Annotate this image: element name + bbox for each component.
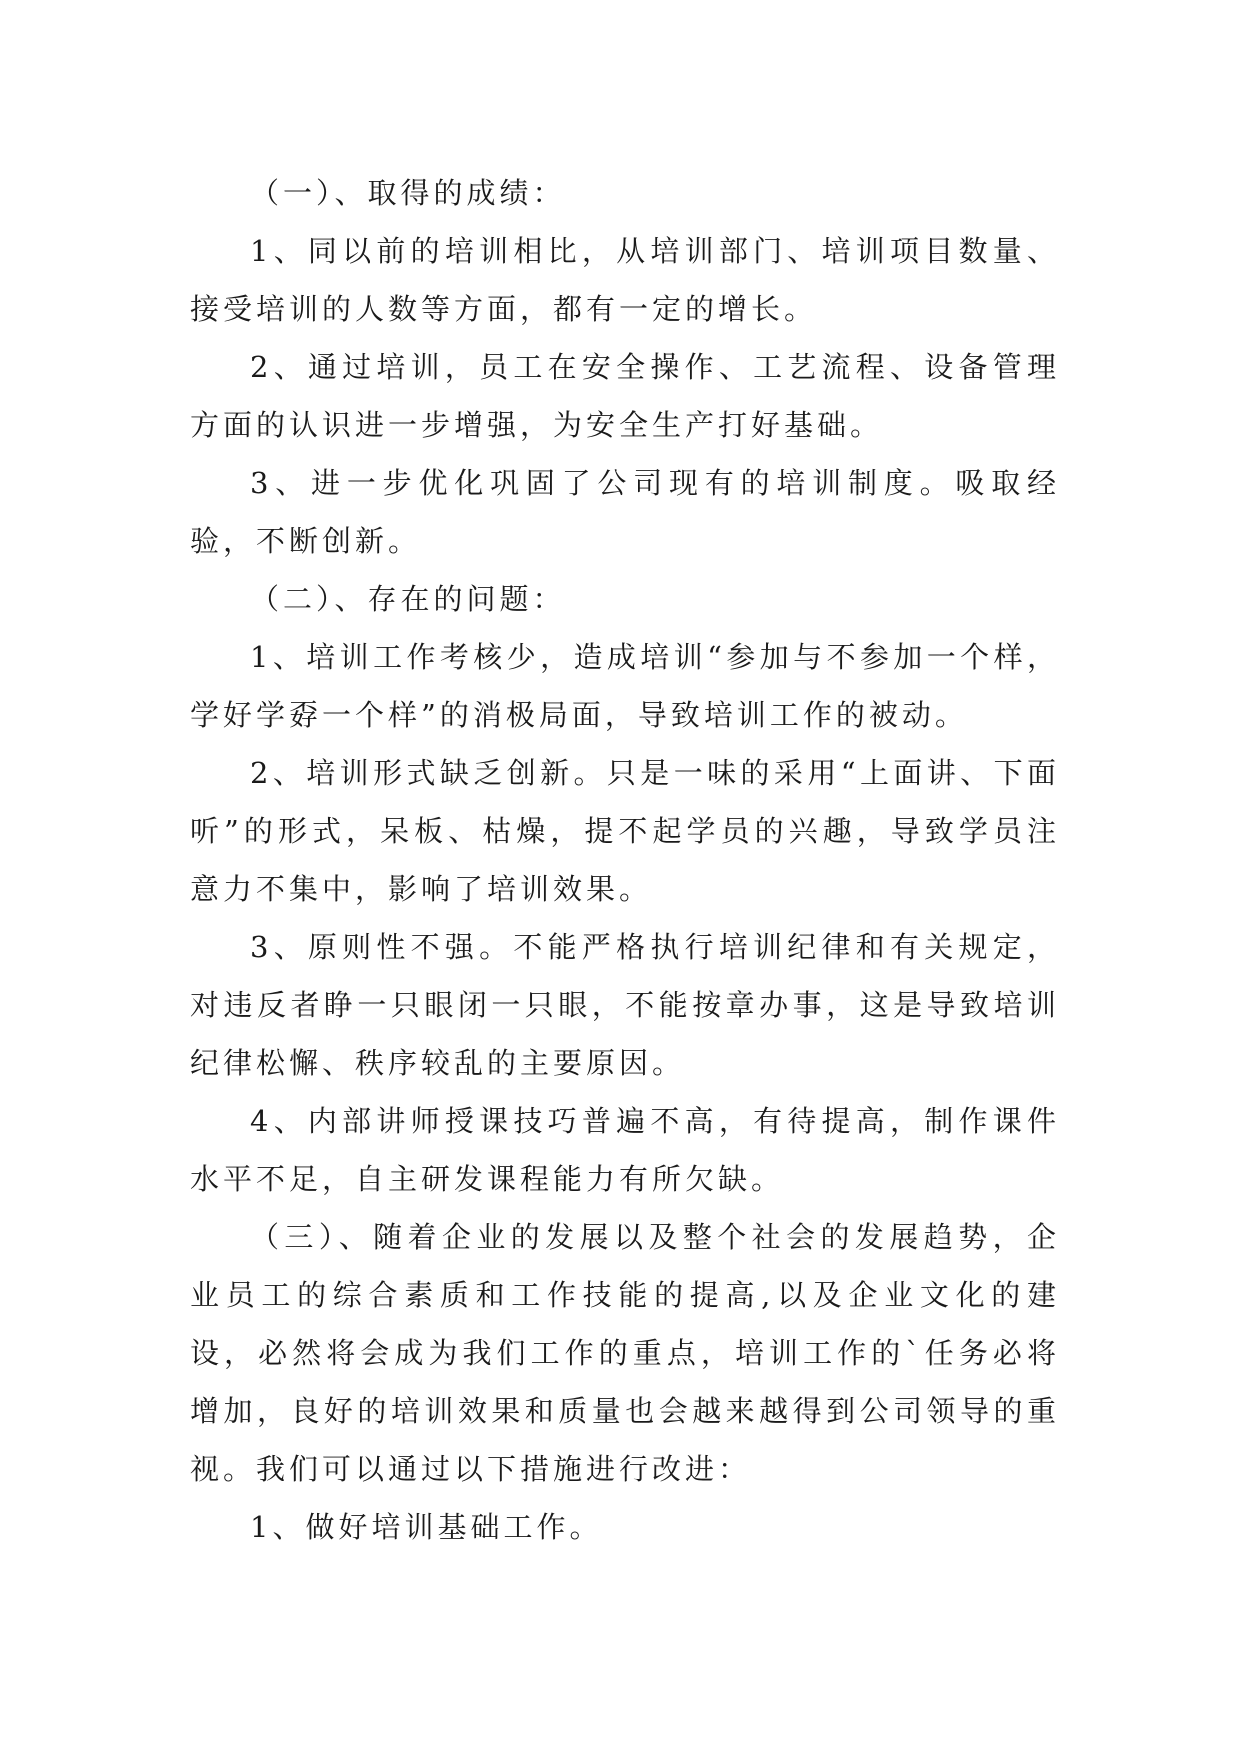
problem-item-4: 4、内部讲师授课技巧普遍不高，有待提高，制作课件水平不足，自主研发课程能力有所欠缺。: [190, 1104, 1060, 1196]
achievement-item-3: 3、进一步优化巩固了公司现有的培训制度。吸取经验，不断创新。: [190, 466, 1060, 558]
improvement-item-1: 1、做好培训基础工作。: [250, 1510, 603, 1544]
achievement-item-2: 2、通过培训，员工在安全操作、工艺流程、设备管理方面的认识进一步增强，为安全生产打好基础。: [190, 350, 1060, 442]
problem-item-1: 1、培训工作考核少，造成培训“参加与不参加一个样，学好学孬一个样”的消极局面，导致培训工作的被动。: [190, 640, 1060, 732]
problem-item-2: 2、培训形式缺乏创新。只是一味的采用“上面讲、下面听”的形式，呆板、枯燥，提不起学员的兴趣，导致学员注意力不集中，影响了培训效果。: [190, 756, 1060, 906]
achievement-item-1: 1、同以前的培训相比，从培训部门、培训项目数量、接受培训的人数等方面，都有一定的增长。: [190, 234, 1060, 326]
problem-item-3: 3、原则性不强。不能严格执行培训纪律和有关规定，对违反者睁一只眼闭一只眼，不能按章办事，这是导致培训纪律松懈、秩序较乱的主要原因。: [190, 930, 1060, 1080]
section-paragraph-improvements: （三）、随着企业的发展以及整个社会的发展趋势，企业员工的综合素质和工作技能的提高,以及企业文化的建设，必然将会成为我们工作的重点，培训工作的`任务必将增加，良好的培训效果和质量也会越来越得到公司领导的重视。我们可以通过以下措施进行改进：: [190, 1220, 1060, 1486]
section-heading-problems: （二）、存在的问题：: [250, 582, 566, 616]
document-body: [190, 164, 1060, 1556]
section-heading-achievements: （一）、取得的成绩：: [250, 176, 566, 210]
